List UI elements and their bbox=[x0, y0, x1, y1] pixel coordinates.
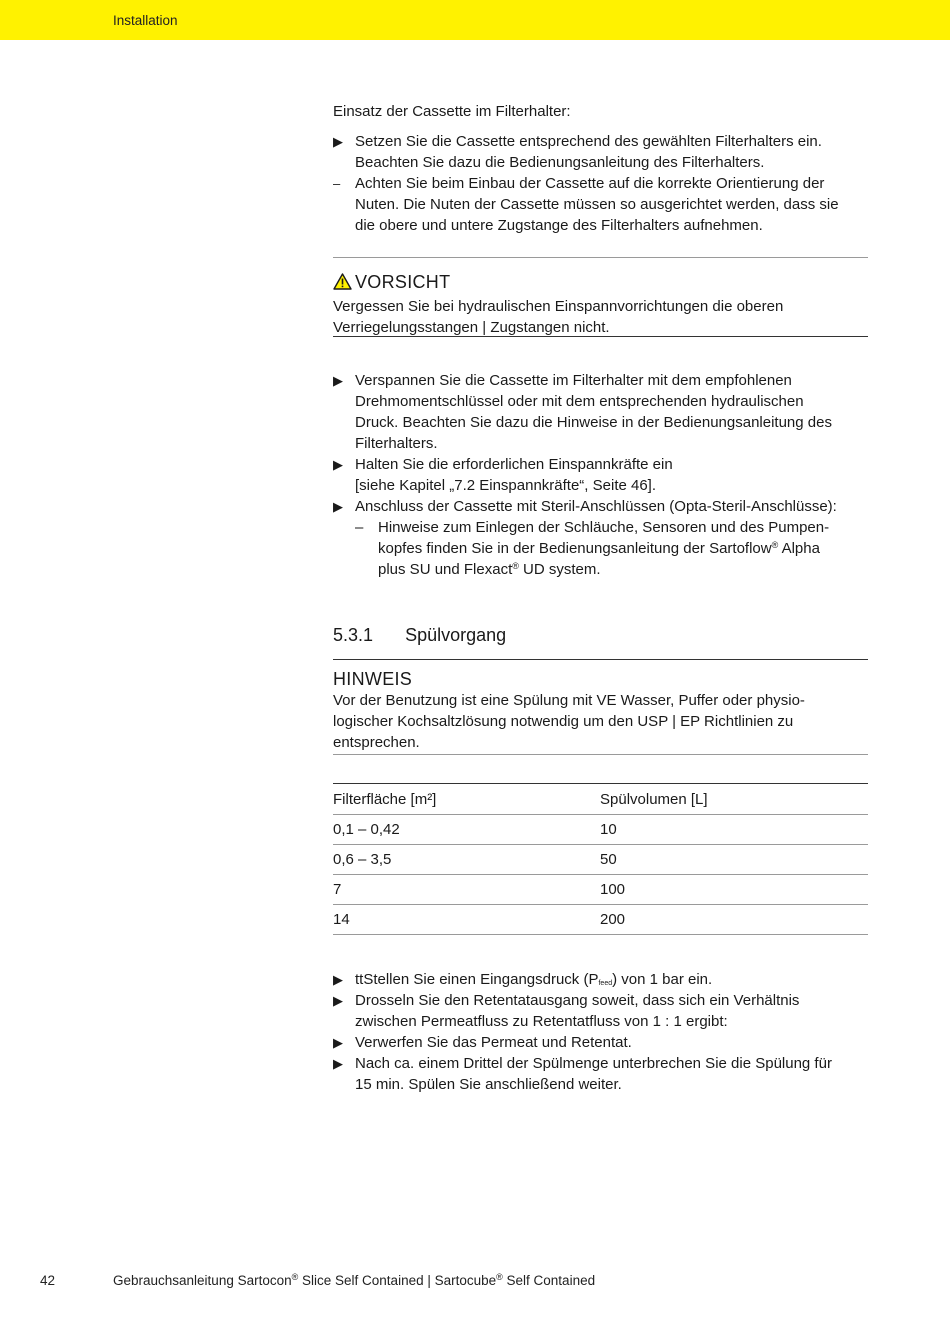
list-item-text: Setzen Sie die Cassette entsprechend des gewählten Filterhalters ein. bbox=[355, 133, 822, 150]
bullet-arrow-icon: ▶ bbox=[333, 1035, 343, 1050]
intro-heading: Einsatz der Cassette im Filterhalter: bbox=[333, 103, 571, 120]
list-item bbox=[333, 969, 868, 990]
list-item-text: ttStellen Sie einen Eingangsdruck $(P_{feed})$ von 1 bar ein. bbox=[355, 971, 713, 988]
table-cell: 200 bbox=[600, 905, 868, 935]
list-item-text: Drehmomentschlüssel oder mit dem entsprechenden hydraulischen bbox=[355, 393, 804, 410]
list-item bbox=[333, 1032, 868, 1053]
sub-list-item bbox=[333, 517, 868, 580]
section-title: Spülvorgang bbox=[405, 625, 507, 645]
note-top-rule bbox=[333, 659, 868, 660]
caution-title: VORSICHT bbox=[355, 272, 451, 292]
list-item-text: Verwerfen Sie das Permeat und Retentat. bbox=[355, 1034, 632, 1051]
table-row bbox=[333, 905, 868, 935]
section-number: 5.3.1 bbox=[333, 625, 374, 645]
list-item-text: Nach ca. einem Drittel der Spülmenge unterbrechen Sie die Spülung für bbox=[355, 1055, 832, 1072]
bullet-arrow-icon: ▶ bbox=[333, 993, 343, 1008]
table-cell: 10 bbox=[600, 815, 868, 845]
note-text: entsprechen. bbox=[333, 734, 420, 751]
sub-list-item-text: Hinweise zum Einlegen der Schläuche, Sensoren und des Pumpen- bbox=[378, 519, 830, 536]
feed-subscript: feed bbox=[598, 980, 613, 987]
header-section-label: Installation bbox=[113, 13, 178, 28]
list-item bbox=[333, 173, 868, 236]
list-item bbox=[333, 370, 868, 454]
dash-marker: – bbox=[355, 519, 364, 536]
list-item-text: Verspannen Sie die Cassette im Filterhalter mit dem empfohlenen bbox=[355, 372, 792, 389]
header-bar bbox=[0, 0, 950, 40]
table-cell: 0,1 – 0,42 bbox=[333, 815, 600, 845]
list-item-text: Drosseln Sie den Retentatausgang soweit, dass sich ein Verhältnis bbox=[355, 992, 800, 1009]
warning-triangle-icon bbox=[333, 272, 352, 296]
list-item-text: Halten Sie die erforderlichen Einspannkräfte ein bbox=[355, 456, 673, 473]
list-item-text: Achten Sie beim Einbau der Cassette auf die korrekte Orientierung der bbox=[355, 175, 825, 192]
table-cell: 0,6 – 3,5 bbox=[333, 845, 600, 875]
footer-title: Gebrauchsanleitung Sartocon® Slice Self Contained | Sartocube® Self Contained bbox=[113, 1272, 596, 1288]
table-cell: 7 bbox=[333, 875, 600, 905]
list-item-text: zwischen Permeatfluss zu Retentatfluss von 1 : 1 ergibt: bbox=[355, 1013, 728, 1030]
intro-block bbox=[333, 101, 868, 236]
section-heading bbox=[333, 625, 868, 646]
list-item bbox=[333, 990, 868, 1032]
table-cell: 14 bbox=[333, 905, 600, 935]
bullet-arrow-icon: ▶ bbox=[333, 134, 343, 149]
caution-top-rule bbox=[333, 257, 868, 258]
caution-text: Vergessen Sie bei hydraulischen Einspannvorrichtungen die oberen bbox=[333, 298, 784, 315]
note-bottom-rule bbox=[333, 754, 868, 755]
caution-text: Verriegelungsstangen | Zugstangen nicht. bbox=[333, 319, 610, 336]
caution-box bbox=[333, 270, 868, 338]
list-item-text: [siehe Kapitel „7.2 Einspannkräfte“, Seite 46]. bbox=[355, 477, 657, 494]
registered-mark: ® bbox=[496, 1272, 503, 1282]
list-item-text: 15 min. Spülen Sie anschließend weiter. bbox=[355, 1076, 622, 1093]
bullet-arrow-icon: ▶ bbox=[333, 972, 343, 987]
list-item-text: Anschluss der Cassette mit Steril-Anschlüssen (Opta-Steril-Anschlüsse): bbox=[355, 498, 837, 515]
table-header-cell: Spülvolumen [L] bbox=[600, 784, 868, 815]
note-box bbox=[333, 668, 868, 753]
registered-mark: ® bbox=[771, 540, 779, 550]
table-row bbox=[333, 815, 868, 845]
rinse-volume-table bbox=[333, 783, 868, 935]
list-item bbox=[333, 496, 868, 517]
table-row bbox=[333, 845, 868, 875]
sub-list-item-text: kopfes finden Sie in der Bedienungsanleitung der Sartoflow® Alpha bbox=[378, 540, 820, 557]
note-text: Vor der Benutzung ist eine Spülung mit VE Wasser, Puffer oder physio- bbox=[333, 692, 805, 709]
list-item bbox=[333, 454, 868, 496]
bullet-arrow-icon: ▶ bbox=[333, 457, 343, 472]
list-item-text: Druck. Beachten Sie dazu die Hinweise in der Bedienungsanleitung des bbox=[355, 414, 832, 431]
list-item-text: Beachten Sie dazu die Bedienungsanleitung des Filterhalters. bbox=[355, 154, 765, 171]
table-cell: 100 bbox=[600, 875, 868, 905]
list-item-text: Filterhalters. bbox=[355, 435, 438, 452]
list-item bbox=[333, 1053, 868, 1095]
bullet-arrow-icon: ▶ bbox=[333, 1056, 343, 1071]
sub-list-item-text: plus SU und Flexact® UD system. bbox=[378, 561, 601, 578]
registered-mark: ® bbox=[512, 561, 519, 571]
rinse-steps-block bbox=[333, 969, 868, 1095]
bullet-arrow-icon: ▶ bbox=[333, 499, 343, 514]
table-cell: 50 bbox=[600, 845, 868, 875]
bullet-arrow-icon: ▶ bbox=[333, 373, 343, 388]
table-row bbox=[333, 875, 868, 905]
caution-title-row bbox=[333, 270, 868, 296]
registered-mark: ® bbox=[291, 1272, 299, 1282]
steps-block bbox=[333, 370, 868, 580]
table-header-cell: Filterfläche [m²] bbox=[333, 784, 600, 815]
note-title: HINWEIS bbox=[333, 669, 413, 689]
page-number: 42 bbox=[40, 1273, 56, 1288]
list-item-text: die obere und untere Zugstange des Filterhalters aufnehmen. bbox=[355, 217, 763, 234]
list-item-text: Nuten. Die Nuten der Cassette müssen so ausgerichtet werden, dass sie bbox=[355, 196, 839, 213]
note-text: logischer Kochsaltzlösung notwendig um den USP | EP Richtlinien zu bbox=[333, 713, 794, 730]
dash-marker: – bbox=[333, 176, 341, 191]
list-item bbox=[333, 131, 868, 173]
caution-bottom-rule bbox=[333, 336, 868, 337]
table-header-row bbox=[333, 784, 868, 815]
